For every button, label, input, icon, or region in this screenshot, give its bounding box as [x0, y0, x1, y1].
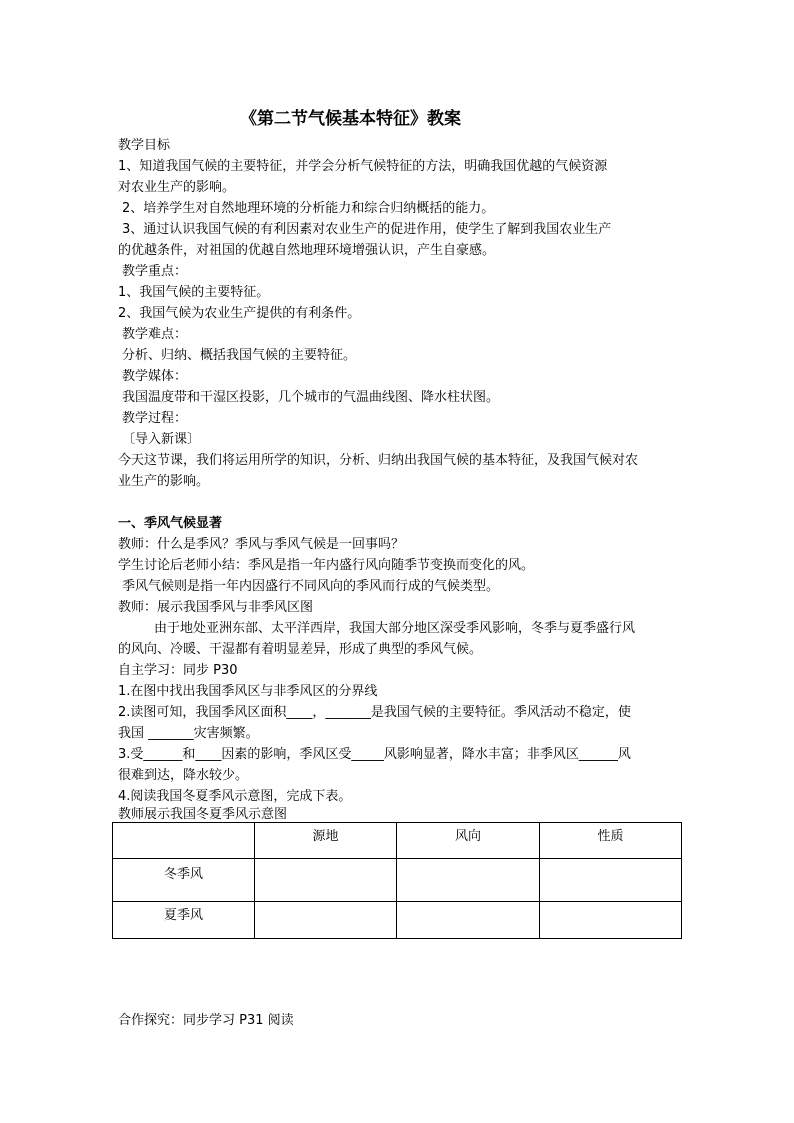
text-line: 教学目标 — [118, 138, 171, 153]
text-line: 对农业生产的影响。 — [118, 180, 236, 195]
text-line: 〔导入新课〕 — [122, 432, 201, 447]
text-line: 季风气候则是指一年内因盛行不同风向的季风而行成的气候类型。 — [122, 579, 500, 594]
text-line: 自主学习：同步 P30 — [118, 663, 238, 678]
text-line: 3、通过认识我国气候的有利因素对农业生产的促进作用，使学生了解到我国农业生产 — [122, 222, 612, 237]
text-line: 业生产的影响。 — [118, 474, 210, 489]
monsoon-table — [112, 822, 682, 939]
text-line: 教学重点： — [122, 264, 188, 279]
text-line: 我国温度带和干湿区投影，几个城市的气温曲线图、降水柱状图。 — [122, 390, 500, 405]
text-line: 4.阅读我国冬夏季风示意图，完成下表。 — [118, 789, 352, 804]
text-line: 我国 _______灾害频繁。 — [118, 726, 259, 741]
text-line: 1.在图中找出我国季风区与非季风区的分界线 — [118, 684, 378, 699]
text-line: 1、知道我国气候的主要特征，并学会分析气候特征的方法，明确我国优越的气候资源 — [118, 159, 608, 174]
table-cell[interactable] — [255, 859, 397, 902]
table-cell[interactable] — [397, 902, 540, 939]
text-line: 教师：展示我国季风与非季风区图 — [118, 600, 314, 615]
table-cell[interactable] — [540, 902, 682, 939]
text-line: 3.受______和____因素的影响，季风区受_____风影响显著，降水丰富；非季风区______风 — [118, 747, 631, 762]
table-header-row — [113, 823, 682, 859]
table-header-cell: 风向 — [397, 823, 540, 859]
text-line: 分析、归纳、概括我国气候的主要特征。 — [122, 348, 357, 363]
text-line: 很难到达，降水较少。 — [118, 768, 249, 783]
table-cell[interactable] — [255, 902, 397, 939]
text-line: 教学过程： — [122, 411, 188, 426]
text-line: 教师：什么是季风？季风与季风气候是一回事吗？ — [118, 537, 405, 552]
text-line: 的优越条件，对祖国的优越自然地理环境增强认识，产生自豪感。 — [118, 243, 496, 258]
text-line: 学生讨论后老师小结：季风是指一年内盛行风向随季节变换而变化的风。 — [118, 558, 535, 573]
text-line: 2、培养学生对自然地理环境的分析能力和综合归纳概括的能力。 — [122, 201, 495, 216]
text-line: 今天这节课，我们将运用所学的知识，分析、归纳出我国气候的基本特征，及我国气候对农 — [118, 453, 639, 468]
text-line: 的风向、冷暖、干湿都有着明显差异，形成了典型的季风气候。 — [118, 642, 483, 657]
table-cell[interactable] — [397, 859, 540, 902]
text-line: 教学媒体： — [122, 369, 188, 384]
text-line: 教师展示我国冬夏季风示意图 — [118, 807, 288, 822]
table-row-label: 夏季风 — [113, 902, 255, 939]
table-header-cell: 性质 — [540, 823, 682, 859]
text-line: 由于地处亚洲东部、太平洋西岸，我国大部分地区深受季风影响，冬季与夏季盛行风 — [154, 621, 636, 636]
table-cell[interactable] — [540, 859, 682, 902]
table-header-cell: 源地 — [255, 823, 397, 859]
text-line: 合作探究：同步学习 P31 阅读 — [118, 1013, 294, 1028]
text-line: 教学难点： — [122, 327, 188, 342]
text-line: 2、我国气候为农业生产提供的有利条件。 — [118, 306, 361, 321]
table-row — [113, 859, 682, 902]
table-row — [113, 902, 682, 939]
document-title: 《第二节气候基本特征》教案 — [240, 109, 461, 129]
text-line: 1、我国气候的主要特征。 — [118, 285, 270, 300]
table-row-label: 冬季风 — [113, 859, 255, 902]
section-heading: 一、季风气候显著 — [118, 516, 223, 531]
table-cell — [113, 823, 255, 859]
text-line: 2.读图可知，我国季风区面积____，_______是我国气候的主要特征。季风活动不稳定，使 — [118, 705, 631, 720]
